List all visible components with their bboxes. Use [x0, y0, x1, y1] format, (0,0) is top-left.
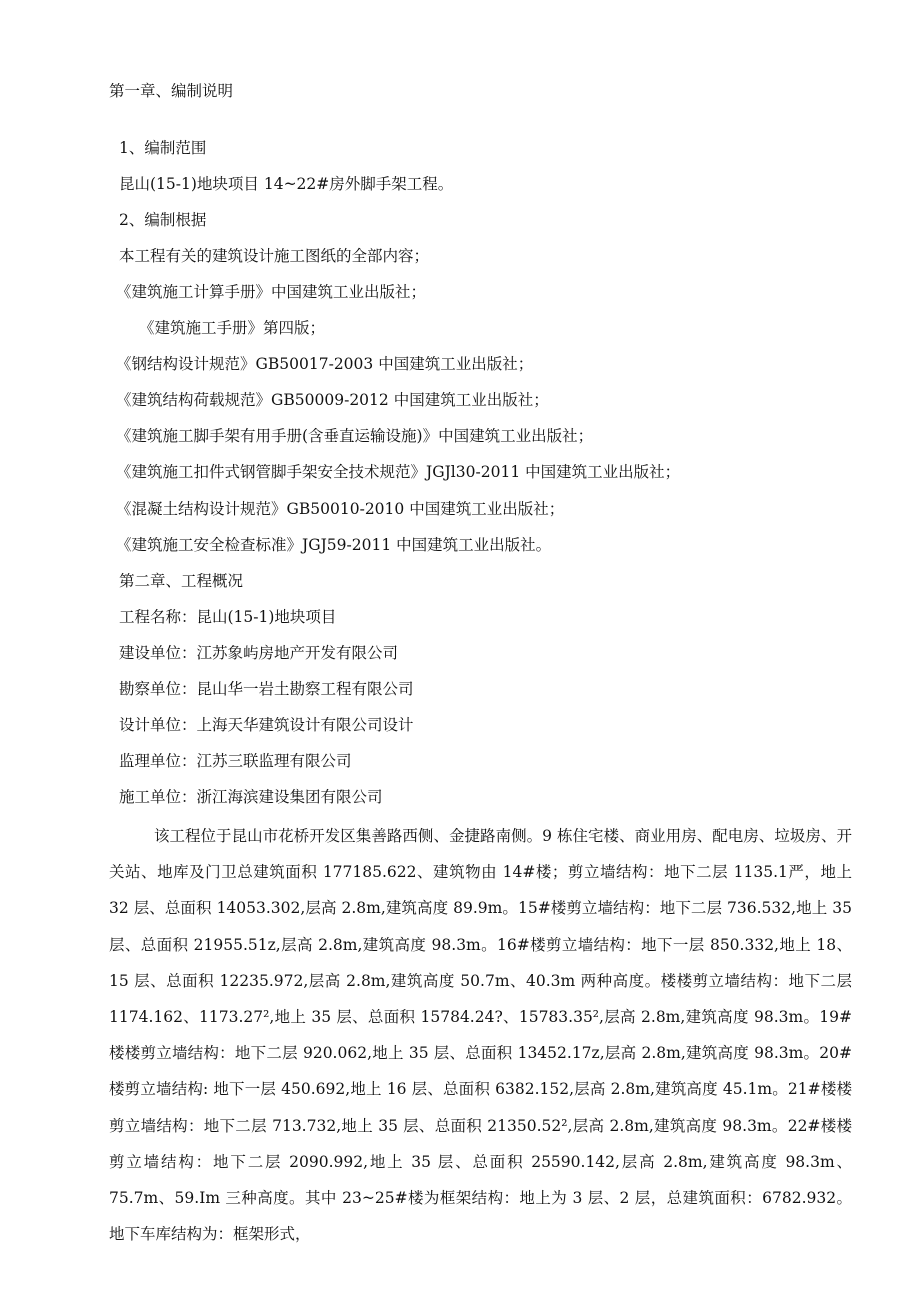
reference-item: 《建筑施工扣件式钢管脚手架安全技术规范》JGJl30-2011 中国建筑工业出版社；	[116, 463, 681, 481]
project-description: 该工程位于昆山市花桥开发区集善路西侧、金捷路南侧。9 栋住宅楼、商业用房、配电房、垃圾房、开关站、地库及门卫总建筑面积 177185.622、建筑物由 14#楼；剪立墙结构：地下二层 1135.1严，地上 32 层、总面积 14053.302,层高 2.8m,建筑高度 89.9m。15#楼剪立墙结构：地下二层 736.532,地上 35 层、总面积 21955.51z,层高 2.8m,建筑高度 98.3m。16#楼剪立墙结构：地下一层 850.332,地上 18、15 层、总面积 12235.972,层高 2.8m,建筑高度 50.7m、40.3m 两种高度。楼楼剪立墙结构：地下二层 1174.162、1173.27²,地上 35 层、总面积 15784.24?、15783.35²,层高 2.8m,建筑高度 98.3m。19#楼楼剪立墙结构：地下二层 920.062,地上 35 层、总面积 13452.17z,层高 2.8m,建筑高度 98.3m。20#楼剪立墙结构: 地下一层 450.692,地上 16 层、总面积 6382.152,层高 2.8m,建筑高度 45.1m。21#楼楼剪立墙结构：地下二层 713.732,地上 35 层、总面积 21350.52²,层高 2.8m,建筑高度 98.3m。22#楼楼剪立墙结构：地下二层 2090.992,地上 35 层、总面积 25590.142,层高 2.8m,建筑高度 98.3m、75.7m、59.Im 三种高度。其中 23~25#楼为框架结构：地上为 3 层、2 层，总建筑面积：6782.932。地下车库结构为：框架形式，	[109, 827, 852, 1244]
section2-heading: 2、编制根据	[119, 211, 207, 229]
reference-item: 《建筑施工脚手架有用手册(含垂直运输设施)》中国建筑工业出版社；	[116, 427, 594, 445]
info-developer: 建设单位：江苏象屿房地产开发有限公司	[119, 644, 399, 662]
reference-item: 《钢结构设计规范》GB50017-2003 中国建筑工业出版社；	[116, 355, 534, 373]
info-construction-unit: 施工单位：浙江海滨建设集团有限公司	[119, 788, 383, 806]
reference-item: 《建筑施工计算手册》中国建筑工业出版社；	[116, 283, 427, 301]
info-survey-unit: 勘察单位：昆山华一岩土勘察工程有限公司	[119, 680, 414, 698]
reference-item: 《建筑施工安全检查标准》JGJ59-2011 中国建筑工业出版社。	[116, 536, 552, 554]
reference-item: 《混凝土结构设计规范》GB50010-2010 中国建筑工业出版社；	[116, 500, 565, 518]
reference-item: 《建筑结构荷载规范》GB50009-2012 中国建筑工业出版社；	[116, 391, 549, 409]
chapter2-title: 第二章、工程概况	[119, 572, 244, 590]
section1-heading: 1、编制范围	[119, 139, 207, 157]
chapter1-title: 第一章、编制说明	[109, 82, 234, 100]
info-supervision-unit: 监理单位：江苏三联监理有限公司	[119, 752, 352, 770]
reference-item: 《建筑施工手册》第四版；	[139, 319, 326, 337]
section1-text: 昆山(15-1)地块项目 14~22#房外脚手架工程。	[119, 175, 454, 193]
reference-item: 本工程有关的建筑设计施工图纸的全部内容；	[119, 247, 430, 265]
info-project-name: 工程名称：昆山(15-1)地块项目	[119, 608, 337, 626]
info-design-unit: 设计单位：上海天华建筑设计有限公司设计	[119, 716, 414, 734]
